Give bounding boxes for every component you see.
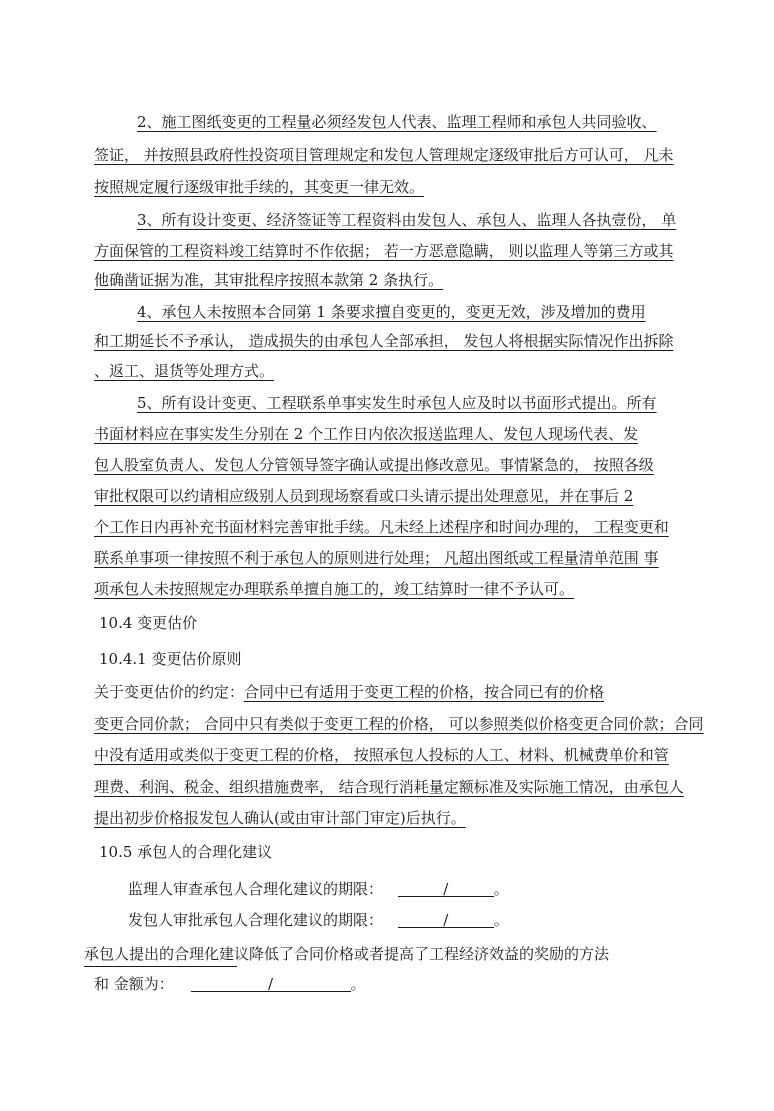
- p5-line-3: 包人股室负责人、发包人分管领导签字确认或提出修改意见。事情紧急的， 按照各级: [94, 456, 654, 474]
- p2-line-2: 签证， 并按照县政府性投资项目管理规定和发包人管理规定逐级审批后方可认可， 凡未: [94, 146, 674, 164]
- p5-line-2: 书面材料应在事实发生分别在 2 个工作日内依次报送监理人、发包人现场代表、发: [94, 425, 639, 443]
- reward-amount-label: 和 金额为：: [94, 975, 174, 993]
- valuation-line-4: 理费、利润、税金、组织措施费率， 结合现行消耗量定额标准及实际施工情况，由承包人: [94, 778, 684, 796]
- p5-line-6: 联系单事项一律按照不利于承包人的原则进行处理； 凡超出图纸或工程量清单范围 事: [94, 549, 659, 567]
- reward-amount-slash: /: [268, 975, 274, 993]
- valuation-line-3: 中没有适用或类似于变更工程的价格， 按照承包人投标的人工、材料、机械费单价和管: [94, 746, 669, 764]
- review-period-label: 监理人审查承包人合理化建议的期限：: [128, 880, 384, 898]
- review-period-slash: /: [443, 880, 449, 898]
- p3-line-3: 他确凿证据为准，其审批程序按照本款第 2 条执行。: [94, 271, 444, 289]
- p5-line-7: 项承包人未按照规定办理联系单擅自施工的，竣工结算时一律不予认可。: [94, 580, 575, 598]
- p4-line-3: 、返工、退货等处理方式。: [94, 362, 275, 380]
- approve-period-row: [128, 910, 509, 930]
- p4-line-1: 4、承包人未按照本合同第 1 条要求擅自变更的，变更无效，涉及增加的费用: [137, 303, 646, 321]
- approve-period-label: 发包人审批承包人合理化建议的期限：: [128, 911, 384, 929]
- valuation-first-line: [94, 682, 604, 702]
- reward-underline: [84, 966, 237, 967]
- p5-line-5: 个工作日内再补充书面材料完善审批手续。凡未经上述程序和时间办理的， 工程变更和: [94, 518, 669, 536]
- p3-line-1: 3、所有设计变更、经济签证等工程资料由发包人、承包人、监理人各执壹份， 单: [137, 211, 677, 229]
- section-10-4-heading: 10.4 变更估价: [99, 614, 198, 632]
- p5-line-4: 审批权限可以约请相应级别人员到现场察看或口头请示提出处理意见，并在事后 2: [94, 487, 634, 505]
- section-10-4-1-heading: 10.4.1 变更估价原则: [99, 650, 242, 668]
- p2-line-3: 按照规定履行逐级审批手续的，其变更一律无效。: [94, 178, 425, 196]
- reward-amount-field[interactable]: [191, 977, 351, 992]
- approve-period-slash: /: [443, 911, 449, 929]
- p3-line-2: 方面保管的工程资料竣工结算时不作依据； 若一方恶意隐瞒， 则以监理人等第三方或其: [94, 242, 674, 260]
- p4-line-2: 和工期延长不予承认， 造成损失的由承包人全部承担， 发包人将根据实际情况作出拆除: [94, 332, 674, 350]
- section-10-5-heading: 10.5 承包人的合理化建议: [99, 843, 273, 861]
- valuation-line-5: 提出初步价格报发包人确认(或由审计部门审定)后执行。: [94, 809, 466, 827]
- p2-line-1: 2、施工图纸变更的工程量必须经发包人代表、监理工程师和承包人共同验收、: [137, 113, 657, 131]
- review-period-field[interactable]: [398, 882, 494, 897]
- reward-amount-row: [94, 974, 366, 994]
- valuation-first-text: 合同中已有适用于变更工程的价格，按合同已有的价格: [244, 683, 605, 701]
- valuation-line-2: 变更合同价款； 合同中只有类似于变更工程的价格， 可以参照类似价格变更合同价款；合同: [94, 715, 704, 733]
- reward-method-line: 承包人提出的合理化建议降低了合同价格或者提高了工程经济效益的奖励的方法: [84, 945, 610, 963]
- review-period-row: [128, 879, 509, 899]
- valuation-label: 关于变更估价的约定：: [94, 683, 245, 701]
- approve-period-field[interactable]: [398, 913, 494, 928]
- reward-amount-end: 。: [350, 975, 366, 993]
- review-period-end: 。: [493, 880, 509, 898]
- approve-period-end: 。: [493, 911, 509, 929]
- p5-line-1: 5、所有设计变更、工程联系单事实发生时承包人应及时以书面形式提出。所有: [137, 394, 657, 412]
